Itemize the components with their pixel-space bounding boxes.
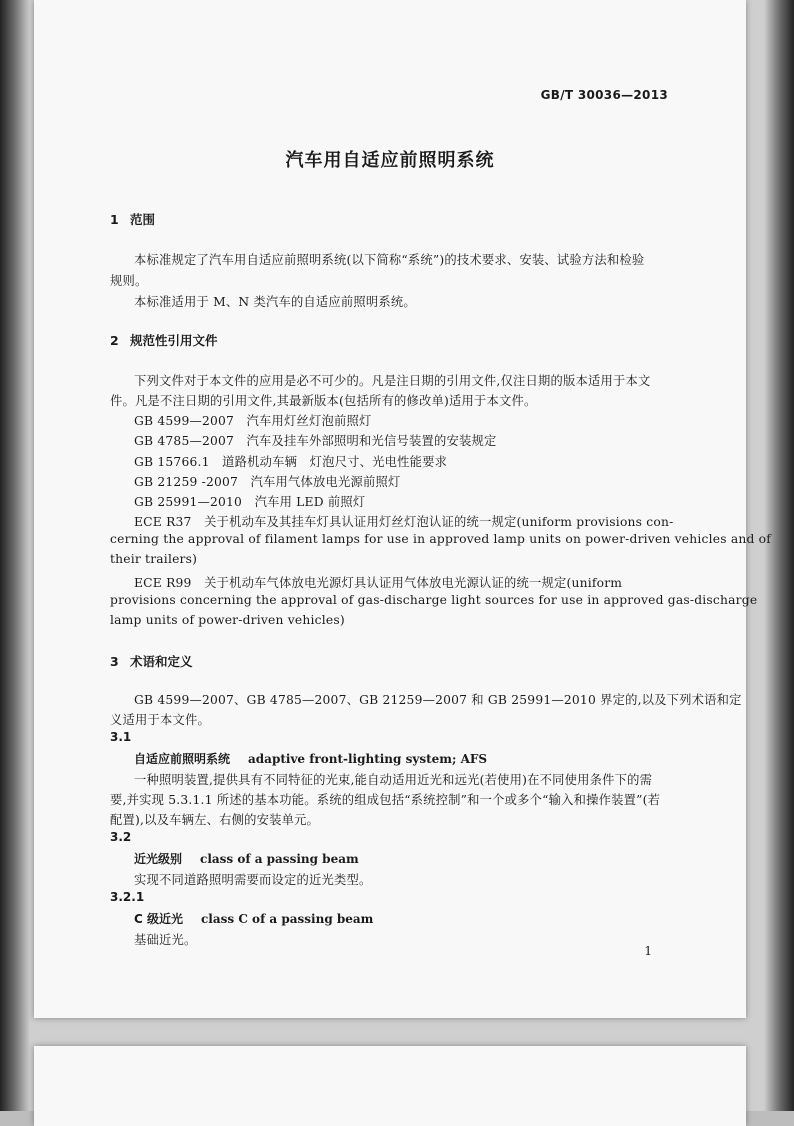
term-zh: 自适应前照明系统 [134, 752, 231, 766]
section-heading-scope [110, 210, 155, 228]
scope-paragraph: 本标准适用于 M、N 类汽车的自适应前照明系统。 [134, 295, 416, 309]
term-zh: 近光级别 [134, 852, 183, 866]
next-document-page [34, 1046, 746, 1126]
reference-item: GB 25991—2010 汽车用 LED 前照灯 [134, 495, 366, 509]
section-number: 2 [110, 333, 119, 348]
term-zh: C 级近光 [134, 912, 183, 926]
section-number: 1 [110, 212, 119, 227]
term-definition: 实现不同道路照明需要而设定的近光类型。 [134, 873, 372, 887]
clause-number: 3.2.1 [110, 890, 145, 904]
document-page [34, 0, 772, 1018]
terms-intro-line: 义适用于本文件。 [110, 713, 210, 727]
reference-ece-r37-line: ECE R37 关于机动车及其挂车灯具认证用灯丝灯泡认证的统一规定(uniform provisions con- [134, 515, 674, 529]
page-number: 1 [644, 944, 652, 958]
scope-paragraph-line: 本标准规定了汽车用自适应前照明系统(以下简称“系统”)的技术要求、安装、试验方法和检验 [134, 253, 645, 267]
term-entry [134, 910, 373, 927]
reference-item: GB 15766.1 道路机动车辆 灯泡尺寸、光电性能要求 [134, 455, 448, 469]
term-definition-line: 配置),以及车辆左、右侧的安装单元。 [110, 813, 320, 827]
references-intro-line: 下列文件对于本文件的应用是必不可少的。凡是注日期的引用文件,仅注日期的版本适用于本文 [134, 374, 651, 388]
standard-code: GB/T 30036—2013 [540, 88, 668, 102]
term-definition-line: 要,并实现 5.3.1.1 所述的基本功能。系统的组成包括“系统控制”和一个或多个“输入和操作装置”(若 [110, 793, 661, 807]
scope-paragraph-line: 规则。 [110, 274, 148, 288]
clause-number: 3.2 [110, 830, 132, 844]
reference-ece-r37-line: their trailers) [110, 552, 198, 566]
term-entry [134, 750, 487, 767]
terms-intro-line: GB 4599—2007、GB 4785—2007、GB 21259—2007 和 GB 25991—2010 界定的,以及下列术语和定 [134, 693, 742, 707]
reference-ece-r37-line: cerning the approval of filament lamps for use in approved lamp units on power-driven vehicles and of [110, 532, 772, 546]
clause-number: 3.1 [110, 730, 132, 744]
section-title: 术语和定义 [130, 654, 193, 669]
reference-ece-r99-line: provisions concerning the approval of gas-discharge light sources for use in approved gas-discharge [110, 593, 758, 607]
term-definition: 基础近光。 [134, 933, 197, 947]
reference-item: GB 4599—2007 汽车用灯丝灯泡前照灯 [134, 414, 372, 428]
section-title: 范围 [130, 212, 156, 227]
reference-ece-r99-line: lamp units of power-driven vehicles) [110, 613, 345, 627]
reference-ece-r99-line: ECE R99 关于机动车气体放电光源灯具认证用气体放电光源认证的统一规定(uniform [134, 576, 623, 590]
section-heading-terms [110, 652, 193, 670]
term-definition-line: 一种照明装置,提供具有不同特征的光束,能自动适用近光和远光(若使用)在不同使用条件下的需 [134, 773, 653, 787]
reference-item: GB 21259 -2007 汽车用气体放电光源前照灯 [134, 475, 401, 489]
term-en: class C of a passing beam [201, 912, 374, 926]
document-title: 汽车用自适应前照明系统 [285, 150, 495, 171]
reference-item: GB 4785—2007 汽车及挂车外部照明和光信号装置的安装规定 [134, 434, 497, 448]
term-entry [134, 850, 359, 867]
references-intro-line: 件。凡是不注日期的引用文件,其最新版本(包括所有的修改单)适用于本文件。 [110, 394, 537, 408]
section-number: 3 [110, 654, 119, 669]
term-en: class of a passing beam [200, 852, 359, 866]
term-en: adaptive front-lighting system; AFS [248, 752, 488, 766]
section-heading-references [110, 331, 218, 349]
section-title: 规范性引用文件 [130, 333, 218, 348]
